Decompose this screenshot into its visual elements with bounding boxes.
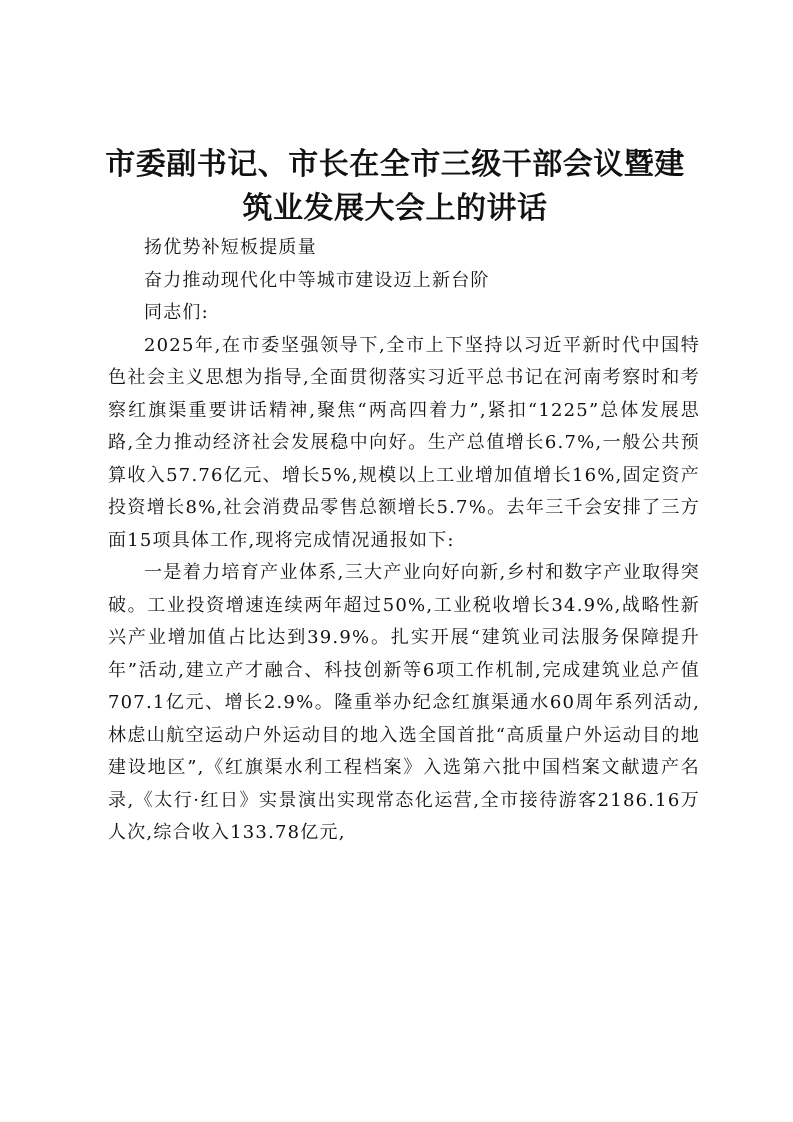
subtitle-line-2: 奋力推动现代化中等城市建设迈上新台阶	[144, 269, 490, 291]
paragraph-1: 2025年,在市委坚强领导下,全市上下坚持以习近平新时代中国特色社会主义思想为指导,全面贯彻落实习近平总书记在河南考察时和考察红旗渠重要讲话精神,聚焦“两高四着力”,紧扣“1225”总体发展思路,全力推动经济社会发展稳中向好。生产总值增长6.7%,一般公共预算收入57.76亿元、增长5%,规模以上工业增加值增长16%,固定资产投资增长8%,社会消费品零售总额增长5.7%。去年三千会安排了三方面15项具体工作,现将完成情况通报如下:	[108, 334, 700, 551]
salutation: 同志们:	[144, 302, 209, 323]
subtitle-line-1: 扬优势补短板提质量	[144, 237, 317, 258]
document-title: 市委副书记、市长在全市三级干部会议暨建筑业发展大会上的讲话	[105, 147, 685, 226]
document-body	[108, 232, 700, 850]
paragraph-2: 一是着力培育产业体系,三大产业向好向新,乡村和数字产业取得突破。工业投资增速连续两年超过50%,工业税收增长34.9%,战略性新兴产业增加值占比达到39.9%。扎实开展“建筑业司法服务保障提升年”活动,建立产才融合、科技创新等6项工作机制,完成建筑业总产值707.1亿元、增长2.9%。隆重举办纪念红旗渠通水60周年系列活动,林虑山航空运动户外运动目的地入选全国首批“高质量户外运动目的地建设地区”,《红旗渠水利工程档案》入选第六批中国档案文献遗产名录,《太行·红日》实景演出实现常态化运营,全市接待游客2186.16万人次,综合收入133.78亿元,	[108, 562, 700, 843]
